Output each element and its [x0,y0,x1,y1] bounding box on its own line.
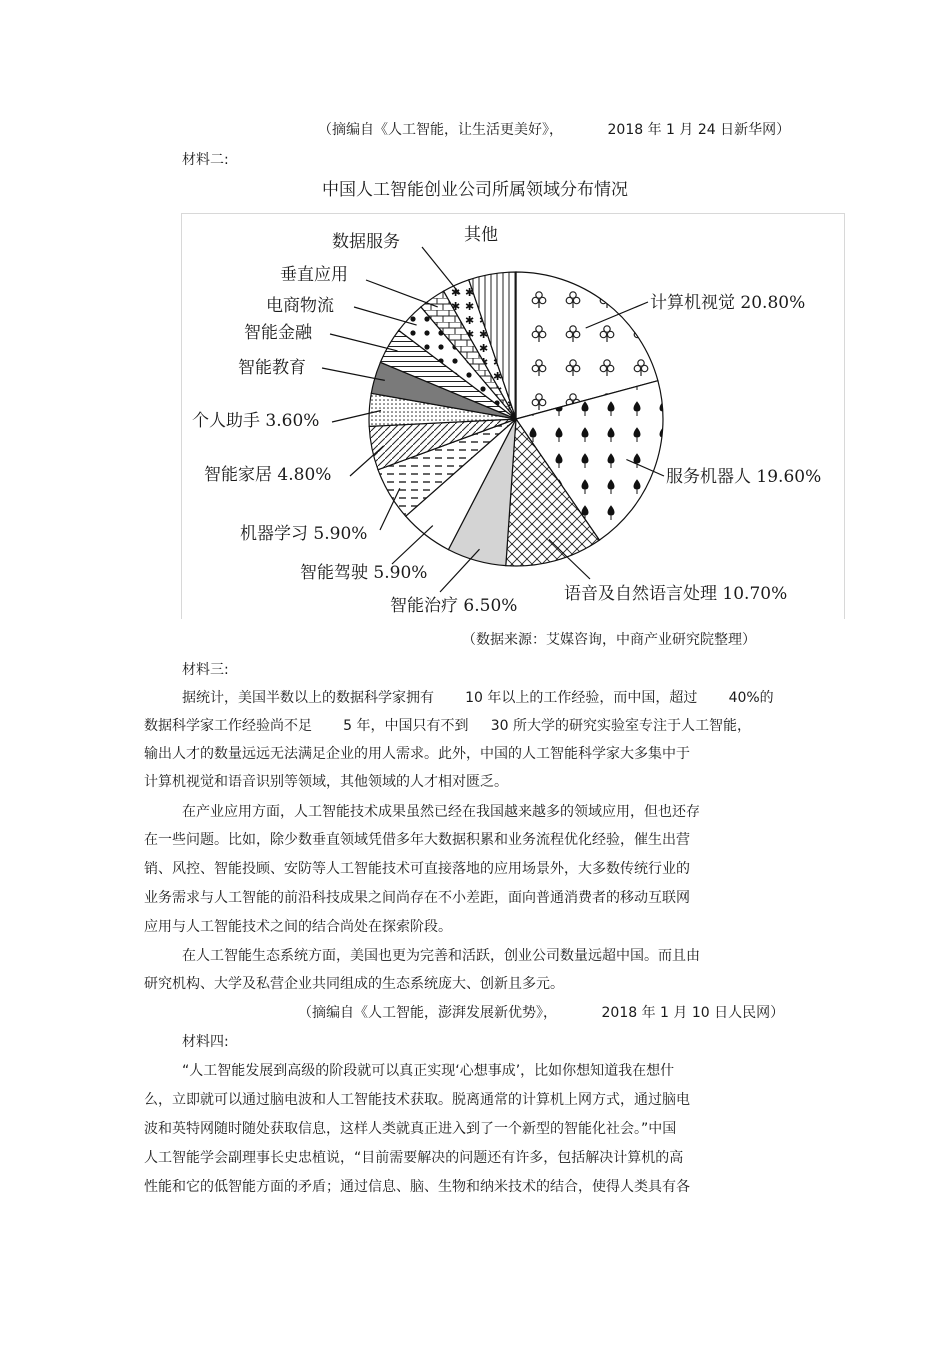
slice-label: 服务机器人 19.60% [666,467,822,487]
slice-label: 智能治疗 6.50% [390,596,518,616]
material3-line: 在产业应用方面，人工智能技术成果虽然已经在我国越来越多的领域应用，但也还存 [182,804,700,820]
leader-line [366,280,438,307]
slice-label: 计算机视觉 20.80% [650,293,806,313]
leader-line [322,368,385,380]
leader-line [440,549,480,592]
material3-line: 据统计，美国半数以上的数据科学家拥有 10 年以上的工作经验，而中国，超过 40%的 [182,690,774,706]
leader-line [354,307,417,325]
material2-label: 材料二: [182,152,229,168]
source-citation-1: （摘编自《人工智能，让生活更美好》， 2018 年 1 月 24 日新华网） [318,122,791,138]
material4-line: 人工智能学会副理事长史忠植说，“目前需要解决的问题还有许多，包括解决计算机的高 [144,1150,684,1166]
material3-label: 材料三: [182,662,229,678]
slice-label: 智能金融 [244,323,312,343]
material3-line: 销、风控、智能投顾、安防等人工智能技术可直接落地的应用场景外，大多数传统行业的 [144,861,690,877]
chart-title: 中国人工智能创业公司所属领域分布情况 [322,180,628,200]
slice-label: 其他 [464,225,498,245]
slice-label: 机器学习 5.90% [240,524,368,544]
pie-chart-frame [181,213,845,619]
source-citation-2: （摘编自《人工智能，澎湃发展新优势》， 2018 年 1 月 10 日人民网） [298,1005,785,1021]
material3-line: 业务需求与人工智能的前沿科技成果之间尚存在不小差距，面向普通消费者的移动互联网 [144,890,690,906]
material3-line: 应用与人工智能技术之间的结合尚处在探索阶段。 [144,919,452,935]
slice-label: 语音及自然语言处理 10.70% [564,584,788,604]
slice-label: 垂直应用 [280,265,348,285]
material3-line: 计算机视觉和语音识别等领域，其他领域的人才相对匮乏。 [144,774,508,790]
slice-label: 智能驾驶 5.90% [300,563,428,583]
material4-label: 材料四: [182,1034,229,1050]
material4-line: “人工智能发展到高级的阶段就可以真正实现‘心想事成’，比如你想知道我在想什 [182,1063,675,1079]
slice-label: 电商物流 [266,296,334,316]
chart-source: （数据来源：艾媒咨询，中商产业研究院整理） [462,632,756,648]
leader-line [330,334,398,351]
material4-line: 么，立即就可以通过脑电波和人工智能技术获取。脱离通常的计算机上网方式，通过脑电 [144,1092,690,1108]
leader-line [422,247,460,294]
pie-chart [182,214,844,619]
material3-line: 在一些问题。比如，除少数垂直领域凭借多年大数据积累和业务流程优化经验，催生出营 [144,832,690,848]
material4-line: 波和英特网随时随处获取信息，这样人类就真正进入到了一个新型的智能化社会。”中国 [144,1121,677,1137]
slice-label: 智能家居 4.80% [204,465,332,485]
slice-label: 智能教育 [238,358,306,378]
leader-line [392,526,433,564]
material4-line: 性能和它的低智能方面的矛盾；通过信息、脑、生物和纳米技术的结合，使得人类具有各 [144,1179,690,1195]
slice-label: 个人助手 3.60% [192,411,320,431]
material3-line: 研究机构、大学及私营企业共同组成的生态系统庞大、创新且多元。 [144,976,564,992]
material3-line: 输出人才的数量远远无法满足企业的用人需求。此外，中国的人工智能科学家大多集中于 [144,746,690,762]
slice-label: 数据服务 [332,232,400,252]
material3-line: 数据科学家工作经验尚不足 5 年，中国只有不到 30 所大学的研究实验室专注于人工智能， [144,718,752,734]
material3-line: 在人工智能生态系统方面，美国也更为完善和活跃，创业公司数量远超中国。而且由 [182,948,700,964]
